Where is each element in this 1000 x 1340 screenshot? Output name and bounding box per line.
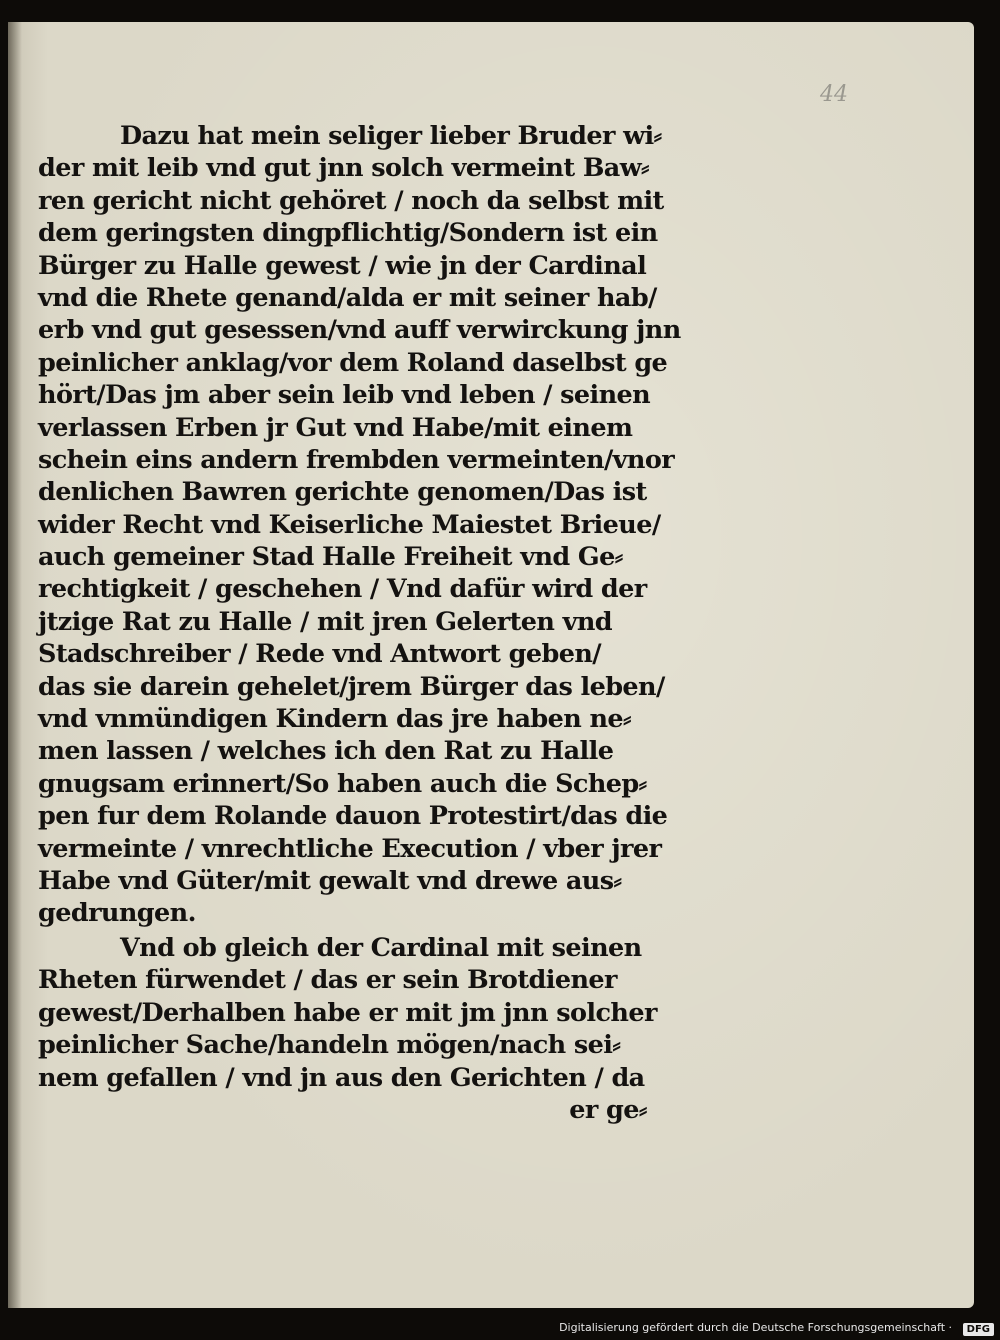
text-line: vnd vnmündigen Kindern das jre haben ne⸗ — [38, 704, 631, 735]
text-line: ren gericht nicht gehöret / noch da selbst mit — [38, 185, 664, 216]
dfg-logo-icon: DFG — [963, 1323, 994, 1336]
text-line: Dazu hat mein seliger lieber Bruder wi⸗ — [120, 121, 662, 151]
text-line: Rheten fürwendet / das er sein Brotdiener — [38, 965, 617, 996]
text-line: peinlicher anklag/vor dem Roland daselbst ge — [38, 347, 668, 378]
text-line: dem geringsten dingpflichtig/Sondern ist ein — [38, 218, 658, 249]
funding-credit: Digitalisierung gefördert durch die Deutsche Forschungsgemeinschaft · — [559, 1321, 952, 1334]
text-line: pen fur dem Rolande dauon Protestirt/das die — [38, 801, 668, 832]
text-line: denlichen Bawren gerichte genomen/Das ist — [38, 477, 647, 508]
text-line: erb vnd gut gesessen/vnd auff verwirckung jnn — [38, 315, 681, 346]
text-line: jtzige Rat zu Halle / mit jren Gelerten vnd — [38, 606, 613, 637]
text-line: hört/Das jm aber sein leib vnd leben / seinen — [38, 380, 651, 411]
text-line: gedrungen. — [38, 898, 196, 929]
footer-bar — [0, 1310, 1000, 1340]
paragraph-1 — [38, 120, 681, 930]
text-line: Vnd ob gleich der Cardinal mit seinen — [120, 933, 642, 963]
text-line: nem gefallen / vnd jn aus den Gerichten / da — [38, 1062, 645, 1093]
book-page — [8, 22, 974, 1308]
text-line: vermeinte / vnrechtliche Execution / vber jrer — [38, 833, 662, 864]
text-line: rechtigkeit / geschehen / Vnd dafür wird der — [38, 574, 647, 605]
text-line: schein eins andern frembden vermeinten/vnor — [38, 444, 675, 475]
catchword: er ge⸗ — [569, 1094, 647, 1125]
text-line: men lassen / welches ich den Rat zu Halle — [38, 736, 614, 767]
text-line: auch gemeiner Stad Halle Freiheit vnd Ge⸗ — [38, 542, 623, 573]
text-line: das sie darein gehelet/jrem Bürger das leben/ — [38, 671, 665, 702]
text-line: Stadschreiber / Rede vnd Antwort geben/ — [38, 639, 602, 670]
folio-number: 44 — [820, 82, 848, 107]
text-line: Habe vnd Güter/mit gewalt vnd drewe aus⸗ — [38, 865, 622, 896]
text-line: gewest/Derhalben habe er mit jm jnn solcher — [38, 997, 657, 1028]
page-gutter-shadow — [8, 22, 22, 1308]
text-line: wider Recht vnd Keiserliche Maiestet Brieue/ — [38, 509, 661, 540]
text-line: Bürger zu Halle gewest / wie jn der Cardinal — [38, 250, 647, 281]
text-line: verlassen Erben jr Gut vnd Habe/mit einem — [38, 412, 633, 443]
text-line: vnd die Rhete genand/alda er mit seiner hab/ — [38, 282, 657, 313]
text-line: der mit leib vnd gut jnn solch vermeint Baw⸗ — [38, 153, 649, 184]
paragraph-2 — [38, 932, 657, 1126]
text-line: peinlicher Sache/handeln mögen/nach sei⸗ — [38, 1030, 621, 1061]
text-line: gnugsam erinnert/So haben auch die Schep⸗ — [38, 768, 647, 799]
